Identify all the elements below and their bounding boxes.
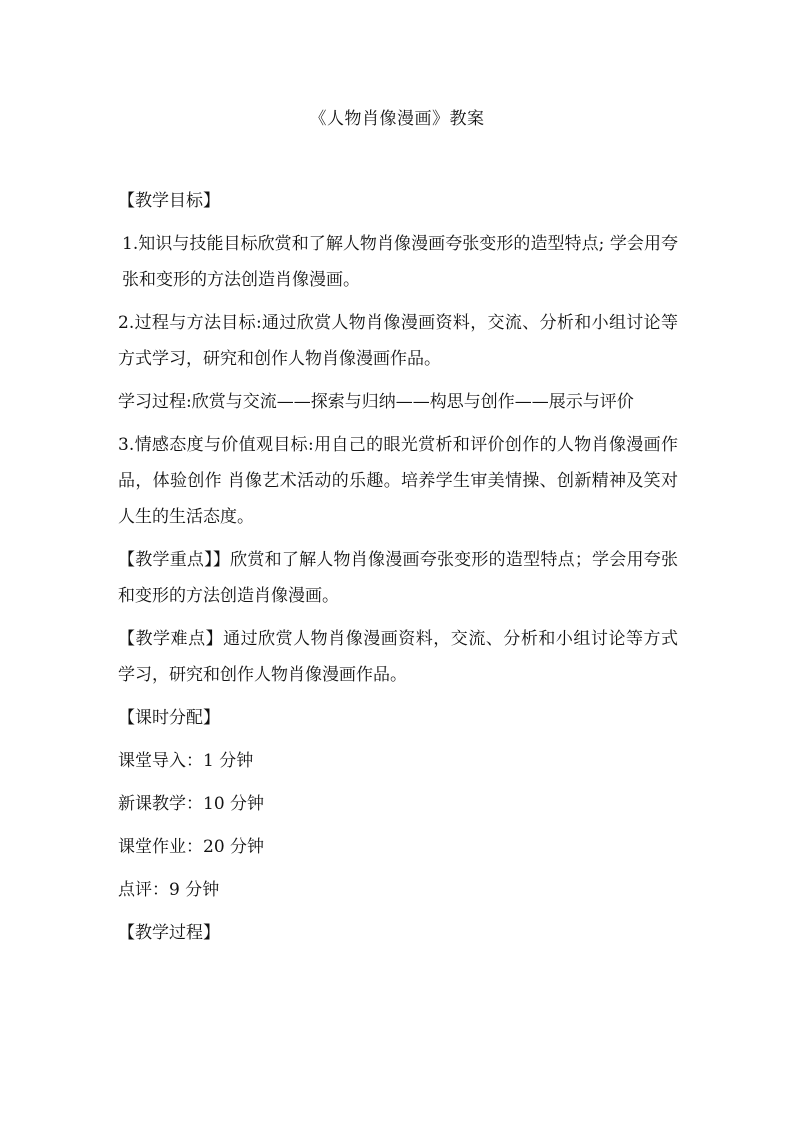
schedule-item-intro: 课堂导入：1 分钟: [118, 751, 254, 771]
paragraph-objective-2: 2.过程与方法目标:通过欣赏人物肖像漫画资料，交流、分析和小组讨论等方式学习，研究和创作人物肖像漫画作品。: [118, 313, 678, 369]
paragraph-difficulties: 【教学难点】通过欣赏人物肖像漫画资料，交流、分析和小组讨论等方式学习，研究和创作人物肖像漫画作品。: [118, 629, 678, 685]
schedule-item-new-lesson: 新课教学：10 分钟: [118, 794, 265, 814]
document-body: [118, 183, 678, 958]
schedule-item-review: 点评：9 分钟: [118, 880, 220, 900]
document-title: 《人物肖像漫画》教案: [309, 109, 485, 129]
schedule-item-classwork: 课堂作业：20 分钟: [118, 837, 265, 857]
paragraph-objective-3: 3.情感态度与价值观目标:用自己的眼光赏析和评价创作的人物肖像漫画作品，体验创作 肖像艺术活动的乐趣。培养学生审美情操、创新精神及笑对人生的生活态度。: [118, 435, 678, 527]
paragraph-learning-process: 学习过程:欣赏与交流——探索与归纳——构思与创作——展示与评价: [118, 392, 634, 412]
section-heading-process: 【教学过程】: [118, 923, 220, 943]
paragraph-objective-1: 1.知识与技能目标欣赏和了解人物肖像漫画夸张变形的造型特点; 学会用夸张和变形的方法创造肖像漫画。: [122, 234, 678, 290]
paragraph-key-points: 【教学重点】】欣赏和了解人物肖像漫画夸张变形的造型特点；学会用夸张和变形的方法创造肖像漫画。: [118, 550, 678, 606]
section-heading-schedule: 【课时分配】: [118, 708, 220, 728]
section-heading-objectives: 【教学目标】: [118, 191, 220, 211]
